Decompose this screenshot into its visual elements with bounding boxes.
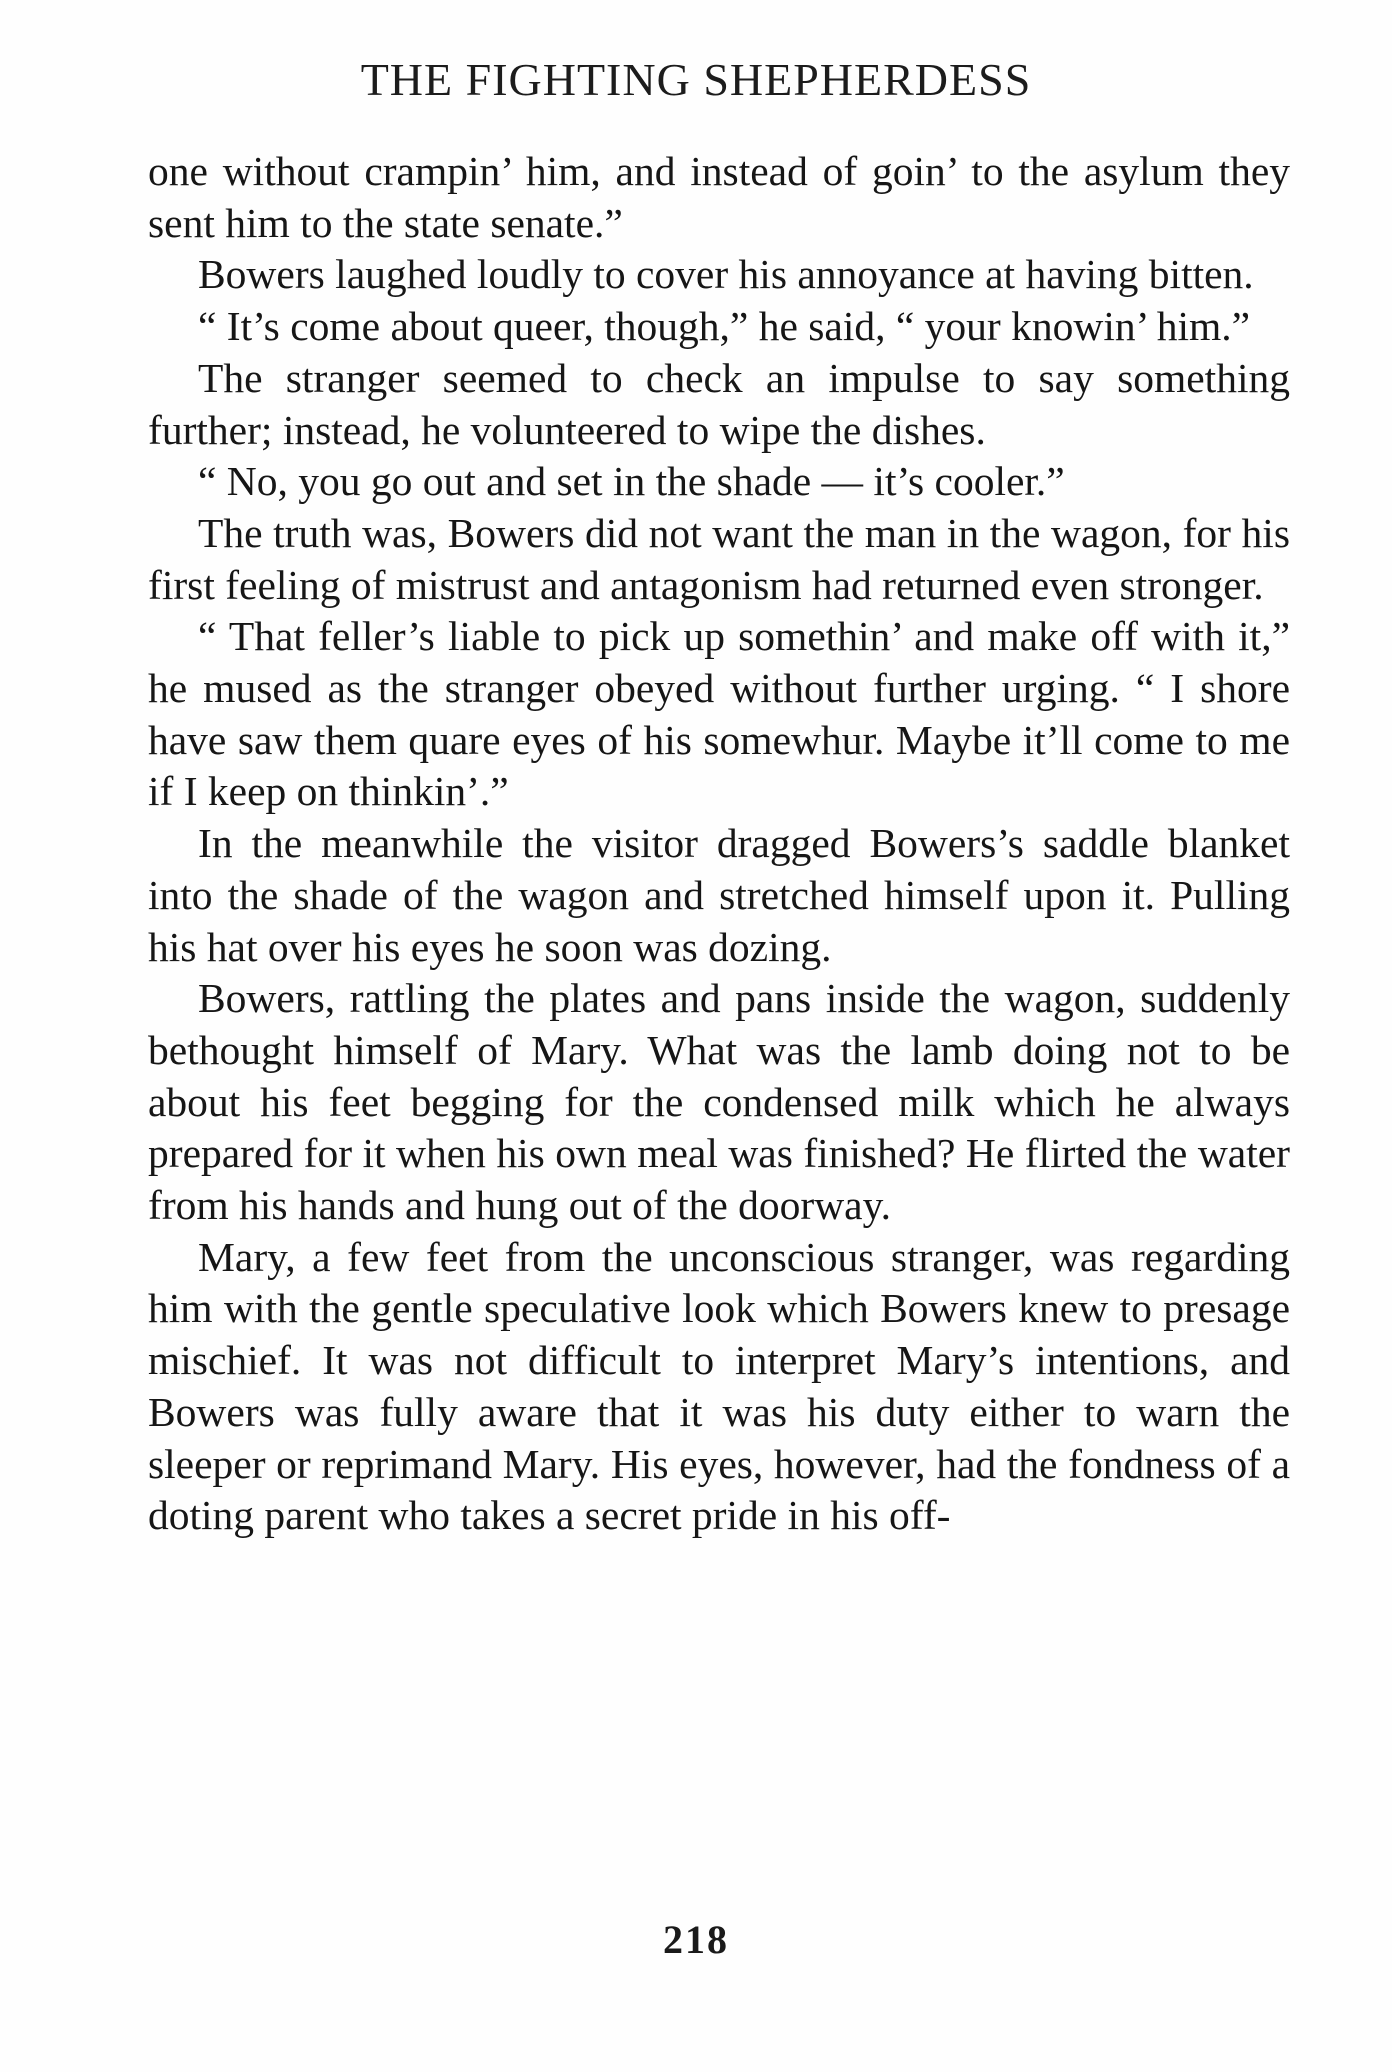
paragraph: Bowers, rattling the plates and pans inside the wagon, suddenly bethought himself of Mary. What was the lamb doing not to be about his feet begging for the condensed milk which he always prepared for it when his own meal was finished? He flirted the water from his hands and hung out of the doorway. bbox=[148, 975, 1290, 1229]
running-title: THE FIGHTING SHEPHERDESS bbox=[360, 54, 1032, 105]
paragraph: Mary, a few feet from the unconscious stranger, was regarding him with the gentle speculative look which Bowers knew to presage mischief. It was not difficult to interpret Mary’s intentions, and Bowers was fully aware that it was his duty either to warn the sleeper or reprimand Mary. His eyes, however, had the fondness of a doting parent who takes a secret pride in his off- bbox=[148, 1233, 1290, 1539]
page-number: 218 bbox=[663, 1917, 729, 1962]
paragraph: “ It’s come about queer, though,” he said, “ your knowin’ him.” bbox=[198, 303, 1251, 350]
paragraph: The stranger seemed to check an impulse to say something further; instead, he volunteered to wipe the dishes. bbox=[148, 354, 1290, 453]
paragraph: “ That feller’s liable to pick up somethin’ and make off with it,” he mused as the stranger obeyed without further urging. “ I shore have saw them quare eyes of his somewhur. Maybe it’ll come to me if I keep on thinkin’.” bbox=[148, 613, 1290, 815]
paragraph: The truth was, Bowers did not want the man in the wagon, for his first feeling of mistrust and antagonism had returned even stronger. bbox=[148, 509, 1290, 608]
paragraph: “ No, you go out and set in the shade — it’s cooler.” bbox=[198, 458, 1065, 505]
paragraph: Bowers laughed loudly to cover his annoyance at having bitten. bbox=[198, 251, 1254, 298]
paragraph: In the meanwhile the visitor dragged Bowers’s saddle blanket into the shade of the wagon and stretched himself upon it. Pulling his hat over his eyes he soon was dozing. bbox=[148, 820, 1290, 970]
paragraph-continued: one without crampin’ him, and instead of goin’ to the asylum they sent him to the state senate.” bbox=[148, 148, 1290, 246]
body-text bbox=[148, 146, 1290, 1542]
